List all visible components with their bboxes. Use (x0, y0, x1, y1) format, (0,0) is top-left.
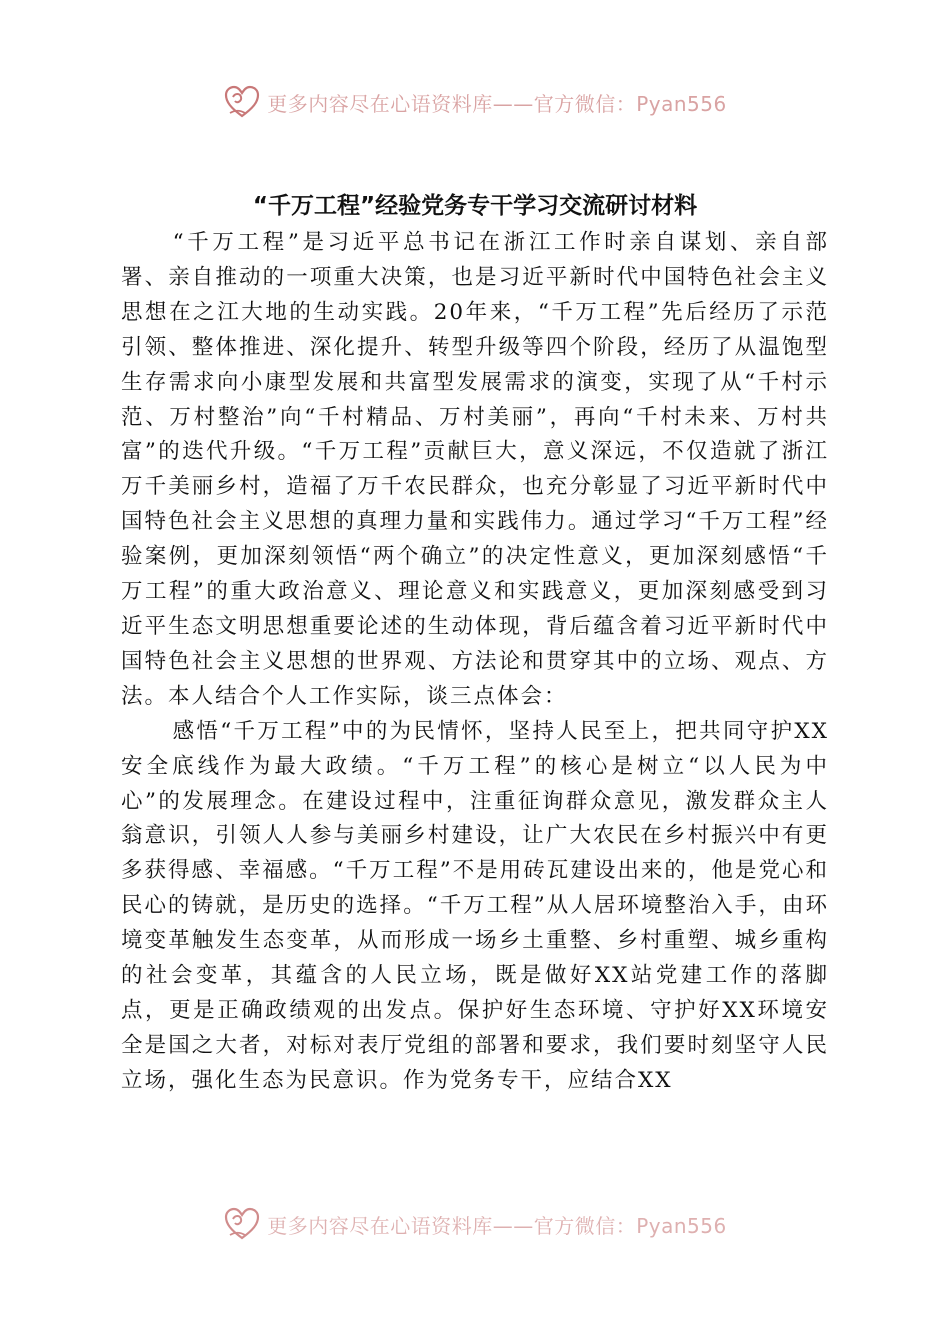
paragraph-1: “千万工程”是习近平总书记在浙江工作时亲自谋划、亲自部署、亲自推动的一项重大决策，也是习近平新时代中国特色社会主义思想在之江大地的生动实践。20年来，“千万工程”先后经历了示范引领、整体推进、深化提升、转型升级等四个阶段，经历了从温饱型生存需求向小康型发展和共富型发展需求的演变，实现了从“千村示范、万村整治”向“千村精品、万村美丽”，再向“千村未来、万村共富”的迭代升级。“千万工程”贡献巨大，意义深远，不仅造就了浙江万千美丽乡村，造福了万千农民群众，也充分彰显了习近平新时代中国特色社会主义思想的真理力量和实践伟力。通过学习“千万工程”经验案例，更加深刻领悟“两个确立”的决定性意义，更加深刻感悟“千万工程”的重大政治意义、理论意义和实践意义，更加深刻感受到习近平生态文明思想重要论述的生动体现，背后蕴含着习近平新时代中国特色社会主义思想的世界观、方法论和贯穿其中的立场、观点、方法。本人结合个人工作实际，谈三点体会： (121, 230, 829, 709)
header-watermark-banner (0, 82, 950, 122)
document-title: “千万工程”经验党务专干学习交流研讨材料 (252, 193, 698, 219)
footer-watermark-text: 更多内容尽在心语资料库——官方微信：Pyan556 (267, 1213, 727, 1238)
heart-swirl-logo-icon (223, 1205, 261, 1243)
document-body (121, 226, 829, 1099)
paragraph-2: 感悟“千万工程”中的为民情怀，坚持人民至上，把共同守护XX安全底线作为最大政绩。“千万工程”的核心是树立“以人民为中心”的发展理念。在建设过程中，注重征询群众意见，激发群众主人翁意识，引领人人参与美丽乡村建设，让广大农民在乡村振兴中有更多获得感、幸福感。“千万工程”不是用砖瓦建设出来的，他是党心和民心的铸就，是历史的选择。“千万工程”从人居环境整治入手，由环境变革触发生态变革，从而形成一场乡土重整、乡村重塑、城乡重构的社会变革，其蕴含的人民立场，既是做好XX站党建工作的落脚点，更是正确政绩观的出发点。保护好生态环境、守护好XX环境安全是国之大者，对标对表厅党组的部署和要求，我们要时刻坚守人民立场，强化生态为民意识。作为党务专干，应结合XX (121, 718, 829, 1093)
heart-swirl-logo-icon (223, 83, 261, 121)
header-watermark-text: 更多内容尽在心语资料库——官方微信：Pyan556 (267, 91, 727, 116)
footer-watermark-banner (0, 1204, 950, 1244)
